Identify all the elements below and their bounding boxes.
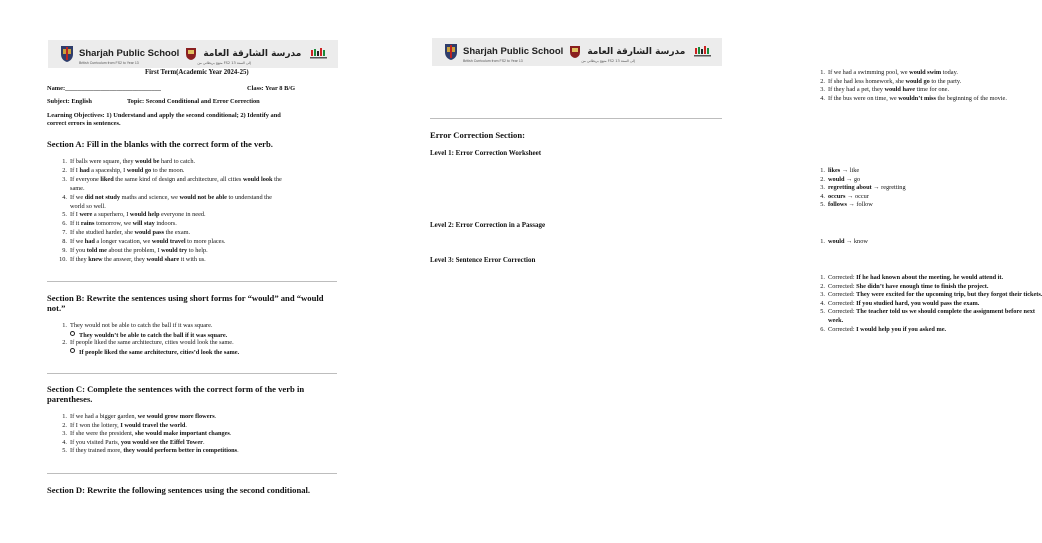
school-header-banner xyxy=(432,38,722,66)
list-item-text: same. xyxy=(70,184,85,192)
list-item-number: 3. xyxy=(820,291,825,299)
list-item xyxy=(814,274,1003,282)
list-item-text: If they had a pet, they xyxy=(828,86,885,94)
list-item-number: 1. xyxy=(62,158,67,165)
list-item-text: Corrected: xyxy=(828,299,857,307)
name-field[interactable]: Name:______________________________ xyxy=(47,85,161,92)
list-item-number: 2. xyxy=(62,339,67,347)
list-item-text: If the bus were on time, we xyxy=(828,94,899,102)
list-item-number: 4. xyxy=(820,192,825,200)
list-item-text: to help. xyxy=(187,247,208,254)
answer-text: liked xyxy=(100,175,114,183)
list-item-text: Corrected: xyxy=(828,325,857,333)
list-item-number: 3. xyxy=(62,430,67,438)
list-item xyxy=(814,176,860,184)
left-page xyxy=(0,0,384,543)
list-item-number: 7. xyxy=(62,229,67,237)
answer-text: would go xyxy=(905,77,930,85)
list-item-text: Corrected: xyxy=(828,291,857,299)
list-item-text: If you visited Paris, xyxy=(70,438,121,446)
answer-text: told me xyxy=(86,247,107,254)
section-b-title-cont: not.” xyxy=(47,303,66,313)
list-item-text: If she studied harder, she xyxy=(70,229,135,237)
list-item-text: If I xyxy=(70,166,80,174)
answer-text: follows xyxy=(828,201,847,209)
list-item xyxy=(56,247,208,255)
list-item-text: They would not be able to catch the ball if it was square. xyxy=(70,322,213,329)
list-item-number: 2. xyxy=(820,77,825,85)
list-item-number: 2. xyxy=(62,166,67,174)
list-item-number: 1. xyxy=(62,322,67,329)
learning-objectives: Learning Objectives: 1) Understand and apply the second conditional; 2) Identify and xyxy=(47,112,281,119)
answer-text: If he had known about the meeting, he would attend it. xyxy=(856,274,1004,281)
list-item-number: 9. xyxy=(62,247,67,254)
list-item-number: 1. xyxy=(62,413,67,420)
list-item-text: the same kind of design and architecture, all cities xyxy=(113,175,243,183)
list-item-number: 6. xyxy=(62,220,67,228)
list-item-number: 8. xyxy=(62,238,67,246)
list-item-text: it with us. xyxy=(179,255,206,263)
answer-text: they would perform better in competitions xyxy=(123,447,238,455)
section-d-title: Section D: Rewrite the following sentences using the second conditional. xyxy=(47,485,311,495)
answer-text: would xyxy=(828,175,845,183)
error-correction-title: Error Correction Section: xyxy=(430,130,525,140)
list-item-text: tomorrow, we xyxy=(94,220,133,228)
list-item xyxy=(814,69,958,77)
list-item-text: . xyxy=(202,438,205,446)
list-item-text: to the party. xyxy=(929,77,962,85)
answer-text: would have xyxy=(884,86,916,94)
answer-text: would not be able xyxy=(179,193,227,201)
divider xyxy=(47,281,337,282)
list-item xyxy=(56,413,216,421)
list-item-text: a spaceship, I xyxy=(89,166,127,174)
list-item-number: 3. xyxy=(62,175,67,183)
answer-text: were xyxy=(79,211,93,219)
answer-text: The teacher told us we should complete the assignment before next xyxy=(856,308,1036,316)
list-item-text: If we had a bigger garden, xyxy=(70,413,138,420)
class-label: Class: Year 8 B/G xyxy=(247,85,296,92)
list-item xyxy=(56,194,272,202)
list-item-text: the answer, they xyxy=(102,255,147,263)
section-a-title: Section A: Fill in the blanks with the correct form of the verb. xyxy=(47,139,273,149)
list-item-text: to understand the xyxy=(226,193,272,201)
list-item xyxy=(56,322,213,330)
list-item-text: If we xyxy=(70,238,85,246)
list-item xyxy=(56,185,85,193)
list-item-text: Corrected: xyxy=(828,282,857,290)
school-name-ar-sub: منهج بريطاني من FS2 إلى السنة 13 xyxy=(197,61,251,65)
list-item xyxy=(814,95,1007,103)
list-item-text: → like xyxy=(840,167,860,174)
small-crest-icon xyxy=(569,45,581,59)
list-item-number: 3. xyxy=(820,184,825,192)
list-item-text: If we xyxy=(70,193,85,201)
small-crest-icon xyxy=(185,47,197,61)
answer-text: she would make important changes xyxy=(135,430,230,438)
subject-label: Subject: English xyxy=(47,98,92,105)
answer-text: week. xyxy=(828,317,844,324)
answer-text: knew xyxy=(88,255,103,263)
list-item-text: to the moon. xyxy=(151,166,185,174)
list-item-text: world so well. xyxy=(70,202,106,210)
answer-text: you would see the Eiffel Tower xyxy=(120,438,203,446)
list-item xyxy=(56,203,106,211)
right-page xyxy=(384,0,1042,543)
list-item-text: to more places. xyxy=(185,238,226,246)
list-item-text: → occur xyxy=(845,192,869,200)
answer-text: wouldn’t miss xyxy=(898,94,936,102)
list-item-text: If they xyxy=(70,255,89,263)
list-item-number: 5. xyxy=(62,447,67,455)
list-item-text: . xyxy=(185,421,187,429)
answer-text: we would grow more flowers xyxy=(137,413,215,420)
list-item xyxy=(56,422,187,430)
list-item xyxy=(814,78,961,86)
list-item xyxy=(56,238,225,246)
list-item xyxy=(814,167,859,175)
answer-text: I would help you if you asked me. xyxy=(856,325,947,333)
answer-text: regretting about xyxy=(828,184,872,192)
list-item-text: everyone in need. xyxy=(159,211,206,219)
list-item-text: . xyxy=(229,430,232,438)
list-item-text: If I xyxy=(70,211,80,219)
crest-icon xyxy=(444,43,458,61)
section-b-title: Section B: Rewrite the sentences using short forms for “would” and “would xyxy=(47,293,324,303)
list-item-text: If it xyxy=(70,220,81,228)
answer-text: did not study xyxy=(84,193,121,201)
list-item-number: 1. xyxy=(820,274,825,281)
list-item-text: indoors. xyxy=(154,220,177,228)
list-item-text: the xyxy=(272,175,282,183)
list-item-number: 5. xyxy=(62,211,67,219)
school-name-en: Sharjah Public School xyxy=(463,46,564,57)
answer-text: would swim xyxy=(909,69,942,76)
list-item-text: If balls were square, they xyxy=(70,158,136,165)
list-item xyxy=(814,308,1035,316)
list-item xyxy=(56,439,205,447)
list-item xyxy=(56,229,190,237)
list-item-text: If she had less homework, she xyxy=(828,77,906,85)
school-name-en-sub: British Curriculum from FS2 to Year 13 xyxy=(79,61,139,65)
answer-text: would be xyxy=(135,158,160,165)
list-item-text: → know xyxy=(844,238,868,245)
list-item-number: 10. xyxy=(59,255,67,263)
list-item-number: 4. xyxy=(62,193,67,201)
list-item xyxy=(814,300,979,308)
list-item xyxy=(56,211,206,219)
list-item-text: If they trained more, xyxy=(70,447,124,455)
list-item-number: 2. xyxy=(820,175,825,183)
school-name-ar: مدرسة الشارقة العامة xyxy=(587,47,686,57)
list-item-text: the beginning of the movie. xyxy=(935,94,1007,102)
answer-text: had xyxy=(84,238,95,246)
answer-text: would help xyxy=(129,211,160,219)
answer-text: would share xyxy=(146,255,180,263)
list-item-text: . xyxy=(237,447,239,455)
list-item-text: If people liked the same architecture, cities would look the same. xyxy=(70,339,234,347)
answer-text: would try xyxy=(161,247,188,254)
list-item-number xyxy=(70,348,76,357)
list-item-number: 4. xyxy=(820,94,825,102)
list-item-text: Corrected: xyxy=(828,308,857,316)
topic-label: Topic: Second Conditional and Error Correction xyxy=(127,98,260,105)
answer-text: They wouldn’t be able to catch the ball if it was square. xyxy=(79,331,228,339)
answer-text: would travel xyxy=(151,238,186,246)
list-item-text: maths and science, we xyxy=(120,193,180,201)
list-item xyxy=(56,339,234,347)
list-item-text: . xyxy=(214,413,217,420)
uae-logo-icon xyxy=(309,47,329,61)
list-item-number: 1. xyxy=(820,69,825,76)
list-item xyxy=(814,317,843,325)
level2-title: Level 2: Error Correction in a Passage xyxy=(430,221,546,229)
list-item-text: a longer vacation, we xyxy=(94,238,152,246)
school-header-banner xyxy=(48,40,338,68)
section-c-title-cont: parentheses. xyxy=(47,394,93,404)
section-c-title: Section C: Complete the sentences with the correct form of the verb in xyxy=(47,384,305,394)
list-item-text: the exam. xyxy=(164,229,191,237)
divider xyxy=(430,118,722,119)
list-item-text: → follow xyxy=(846,201,873,209)
learning-objectives-cont: correct errors in sentences. xyxy=(47,120,121,127)
list-item-text: → go xyxy=(844,175,861,183)
list-item xyxy=(70,331,227,340)
answer-text: If people liked the same architecture, cities’d look the same. xyxy=(79,348,240,356)
list-item-text: hard to catch. xyxy=(159,158,196,165)
crest-icon xyxy=(60,45,74,63)
list-item xyxy=(56,220,177,228)
list-item-text: about the problem, I xyxy=(106,247,162,254)
list-item xyxy=(56,430,231,438)
answer-text: would xyxy=(828,238,845,245)
divider xyxy=(47,473,337,474)
list-item-number: 1. xyxy=(820,167,825,174)
list-item-number xyxy=(70,331,76,340)
school-name-en-sub: British Curriculum from FS2 to Year 13 xyxy=(463,59,523,63)
level1-title: Level 1: Error Correction Worksheet xyxy=(430,149,542,157)
list-item-text: If we had a swimming pool, we xyxy=(828,69,910,76)
answer-text: They were excited for the upcoming trip, but they forgot their tickets. xyxy=(856,291,1042,299)
school-name-ar: مدرسة الشارقة العامة xyxy=(203,49,302,59)
list-item xyxy=(70,348,239,357)
list-item-number: 4. xyxy=(820,299,825,307)
level3-title: Level 3: Sentence Error Correction xyxy=(430,256,536,264)
list-item xyxy=(56,167,184,175)
list-item-text: today. xyxy=(941,69,958,76)
school-name-ar-sub: منهج بريطاني من FS2 إلى السنة 13 xyxy=(581,59,635,63)
list-item-text: time for one. xyxy=(915,86,950,94)
list-item-text: Corrected: xyxy=(828,274,857,281)
answer-text: occurs xyxy=(828,192,846,200)
list-item-text: If I won the lottery, xyxy=(70,421,121,429)
list-item-number: 6. xyxy=(820,325,825,333)
list-item xyxy=(814,86,949,94)
school-name-en: Sharjah Public School xyxy=(79,48,180,59)
answer-text: would pass xyxy=(134,229,165,237)
divider xyxy=(47,373,337,374)
list-item xyxy=(814,201,873,209)
list-item xyxy=(56,447,239,455)
list-item-number: 1. xyxy=(820,238,825,245)
answer-text: will stay xyxy=(132,220,155,228)
list-item xyxy=(814,238,868,246)
list-item xyxy=(814,283,988,291)
list-item xyxy=(814,184,906,192)
answer-text: rains xyxy=(80,220,95,228)
list-item-number: 2. xyxy=(62,421,67,429)
list-item xyxy=(814,291,1042,299)
term-title: First Term(Academic Year 2024-25) xyxy=(145,69,249,76)
answer-text: would go xyxy=(126,166,152,174)
list-item-number: 5. xyxy=(820,201,825,209)
list-item-text: → regretting xyxy=(871,184,906,192)
list-item-number: 4. xyxy=(62,438,67,446)
answer-text: If you studied hard, you would pass the exam. xyxy=(856,299,980,307)
list-item-text: a superhero, I xyxy=(92,211,130,219)
list-item-text: If everyone xyxy=(70,175,101,183)
list-item xyxy=(56,176,282,184)
list-item xyxy=(814,326,946,334)
list-item xyxy=(56,256,206,264)
list-item xyxy=(56,158,195,166)
answer-text: She didn’t have enough time to finish the project. xyxy=(856,282,989,290)
list-item-number: 2. xyxy=(820,282,825,290)
answer-text: I would travel the world xyxy=(120,421,186,429)
list-item-text: If she were the president, xyxy=(70,430,136,438)
list-item xyxy=(814,193,869,201)
list-item-number: 5. xyxy=(820,308,825,316)
list-item-number: 3. xyxy=(820,86,825,94)
list-item-text: If you xyxy=(70,247,87,254)
answer-text: would look xyxy=(242,175,273,183)
answer-text: had xyxy=(79,166,90,174)
answer-text: likes xyxy=(828,167,841,174)
uae-logo-icon xyxy=(693,45,713,59)
